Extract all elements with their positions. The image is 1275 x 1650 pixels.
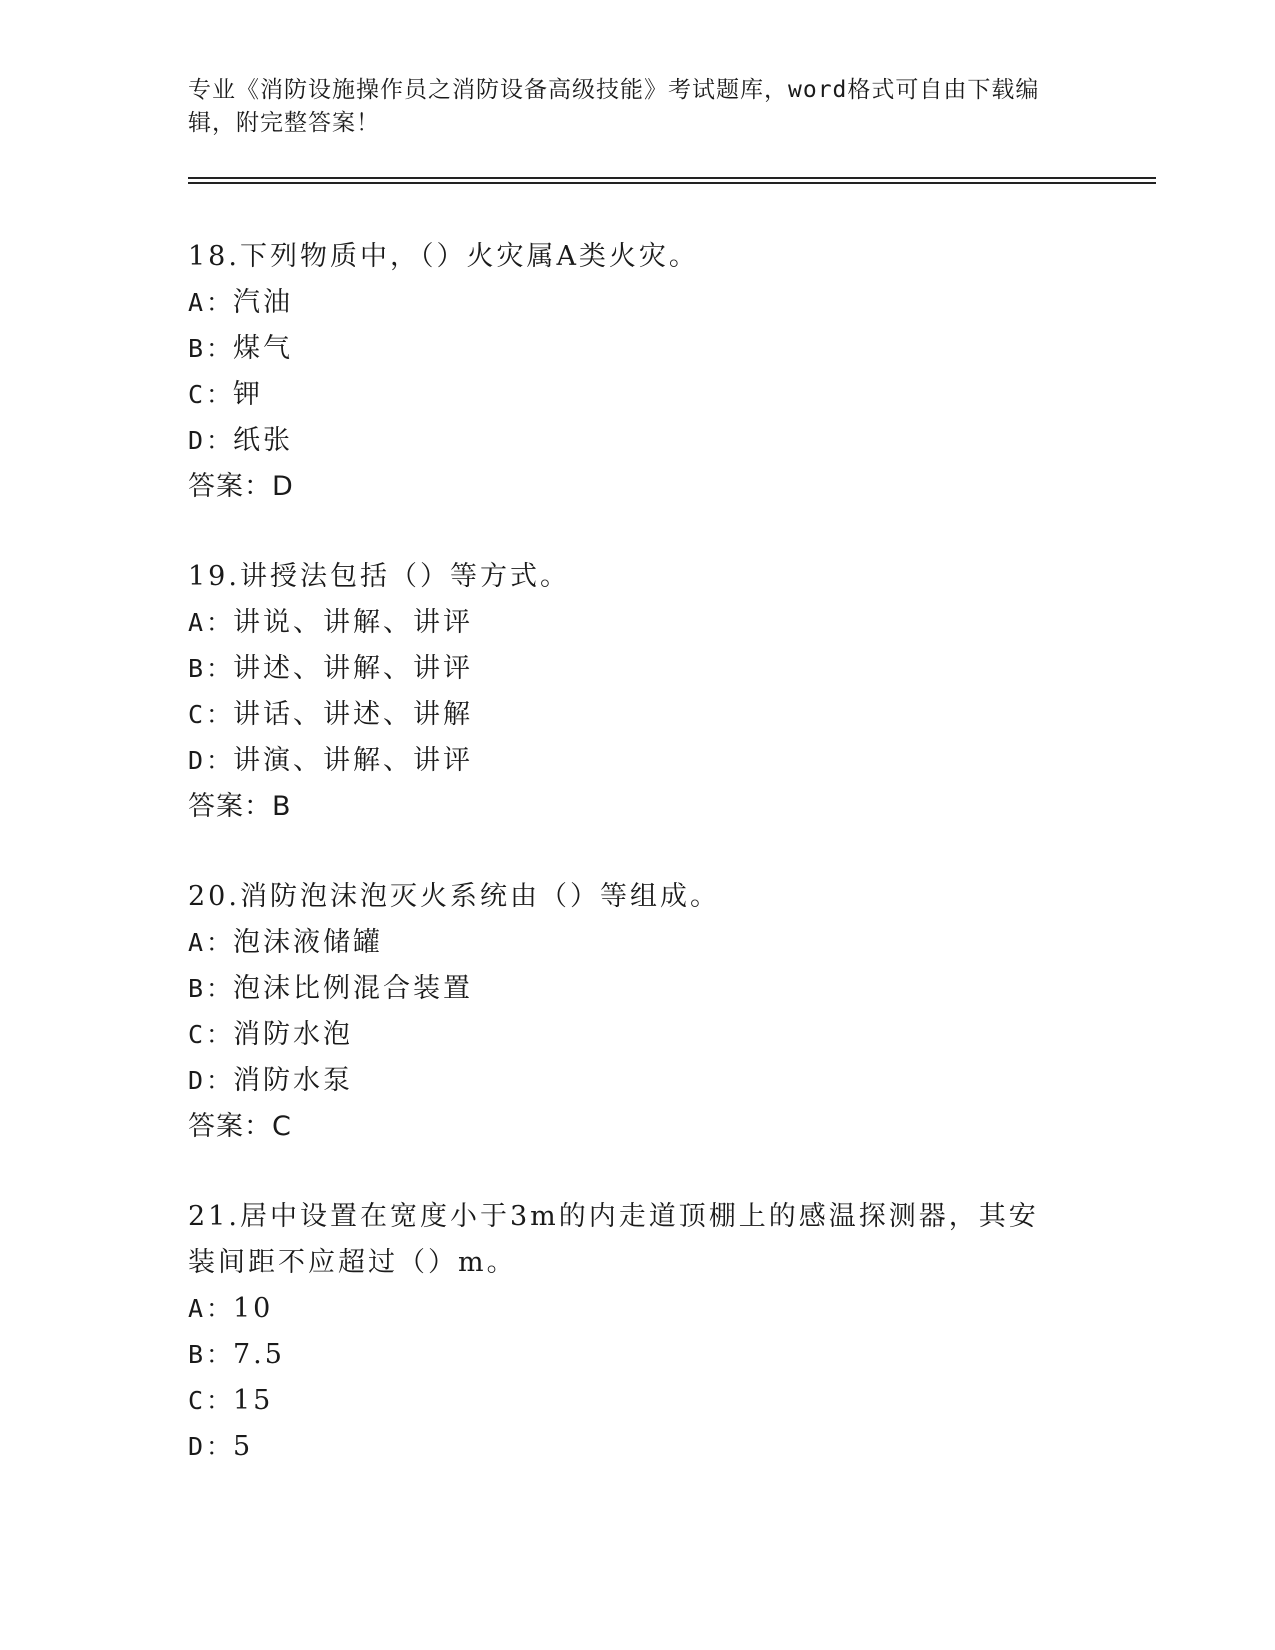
- option-key: B：: [188, 334, 235, 363]
- question-20: [188, 874, 1108, 1150]
- header-divider-bottom: [188, 182, 1156, 184]
- option-key: B：: [188, 654, 235, 683]
- option-key: B：: [188, 974, 235, 1003]
- option-text: 15: [233, 1385, 274, 1416]
- option-text: 10: [233, 1293, 274, 1324]
- option-text: 泡沫液储罐: [233, 927, 383, 958]
- option-text: 钾: [233, 379, 263, 410]
- option-c: [188, 1378, 1108, 1424]
- option-key: A：: [188, 928, 235, 957]
- question-stem: 20.消防泡沫泡灭火系统由（）等组成。: [188, 881, 720, 912]
- question-21: [188, 1194, 1108, 1470]
- option-a: [188, 280, 1108, 326]
- option-a: [188, 1286, 1108, 1332]
- option-b: [188, 646, 1108, 692]
- option-key: D：: [188, 1066, 235, 1095]
- answer-line: 答案：D: [188, 471, 294, 502]
- header-divider-top: [188, 177, 1156, 179]
- option-c: [188, 372, 1108, 418]
- option-text: 泡沫比例混合装置: [233, 973, 473, 1004]
- option-key: C：: [188, 1386, 235, 1415]
- option-key: A：: [188, 608, 235, 637]
- option-text: 消防水泵: [233, 1065, 353, 1096]
- option-b: [188, 966, 1108, 1012]
- document-header: 专业《消防设施操作员之消防设备高级技能》考试题库，word格式可自由下载编辑，附完整答案！: [188, 77, 1040, 136]
- question-stem: 18.下列物质中，（）火灾属A类火灾。: [188, 241, 699, 272]
- option-text: 纸张: [233, 425, 293, 456]
- option-a: [188, 600, 1108, 646]
- option-text: 讲说、讲解、讲评: [233, 607, 473, 638]
- option-text: 讲演、讲解、讲评: [233, 745, 473, 776]
- option-key: B：: [188, 1340, 235, 1369]
- option-text: 讲话、讲述、讲解: [233, 699, 473, 730]
- option-text: 讲述、讲解、讲评: [233, 653, 473, 684]
- option-d: [188, 738, 1108, 784]
- option-key: C：: [188, 700, 235, 729]
- option-c: [188, 1012, 1108, 1058]
- option-text: 7.5: [233, 1339, 285, 1370]
- option-key: D：: [188, 1432, 235, 1461]
- question-stem: 21.居中设置在宽度小于3m的内走道顶棚上的感温探测器，其安装间距不应超过（）m。: [188, 1201, 1039, 1278]
- option-d: [188, 418, 1108, 464]
- option-b: [188, 326, 1108, 372]
- option-key: C：: [188, 1020, 235, 1049]
- option-text: 消防水泡: [233, 1019, 353, 1050]
- option-b: [188, 1332, 1108, 1378]
- question-18: [188, 234, 1108, 510]
- option-text: 5: [233, 1431, 254, 1462]
- option-key: C：: [188, 380, 235, 409]
- option-a: [188, 920, 1108, 966]
- option-text: 汽油: [233, 287, 293, 318]
- option-key: A：: [188, 1294, 235, 1323]
- option-d: [188, 1424, 1108, 1470]
- option-key: A：: [188, 288, 235, 317]
- option-text: 煤气: [233, 333, 293, 364]
- answer-line: 答案：C: [188, 1111, 292, 1142]
- option-d: [188, 1058, 1108, 1104]
- option-key: D：: [188, 746, 235, 775]
- option-c: [188, 692, 1108, 738]
- option-key: D：: [188, 426, 235, 455]
- question-19: [188, 554, 1108, 830]
- question-stem: 19.讲授法包括（）等方式。: [188, 561, 570, 592]
- answer-line: 答案：B: [188, 791, 292, 822]
